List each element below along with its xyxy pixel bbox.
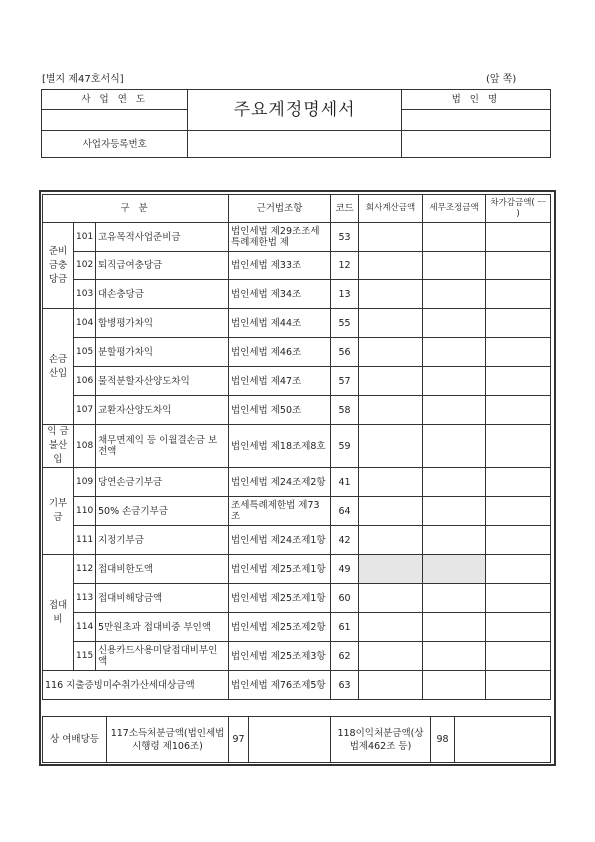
main-table [42,194,551,700]
side-label: (앞 쪽) [486,74,517,85]
amount-cell[interactable] [423,642,486,671]
row-code: 64 [331,497,359,526]
row-law: 법인세법 제46조 [229,338,331,367]
amount-cell[interactable] [359,309,423,338]
row-law: 법인세법 제76조제5항 [229,671,331,700]
amount-cell[interactable] [486,396,551,425]
business-year-value[interactable] [42,110,188,131]
row-law: 조세특례제한법 제73조 [229,497,331,526]
page-title: 주요계정명세서 [188,90,401,131]
row-item: 접대비한도액 [96,555,229,584]
amount-cell[interactable] [359,425,423,468]
header-blank [401,131,550,158]
row-item: 고유목적사업준비금 [96,223,229,252]
row-item: 퇴직급여충당금 [96,252,229,280]
col-difference: 차가감금액( ㅡ ) [486,195,551,223]
row-item: 채무면제익 등 이월결손금 보전액 [96,425,229,468]
row-law: 법인세법 제34조 [229,280,331,309]
row-code: 58 [331,396,359,425]
biz-reg-no-label: 사업자등록번호 [42,131,188,158]
amount-cell[interactable] [359,338,423,367]
row-no: 108 [74,425,96,468]
row-code: 61 [331,613,359,642]
row-code: 57 [331,367,359,396]
amount-cell[interactable] [423,468,486,497]
row-code: 53 [331,223,359,252]
row-law: 법인세법 제29조조세특례제한법 제 [229,223,331,252]
amount-cell[interactable] [423,338,486,367]
row-item: 당연손금기부금 [96,468,229,497]
amount-cell[interactable] [423,584,486,613]
col-tax-adjusted: 세무조정금액 [423,195,486,223]
business-year-label: 사 업 연 도 [42,90,188,110]
row-item: 물적분할자산양도차익 [96,367,229,396]
row-code: 56 [331,338,359,367]
amount-cell[interactable] [423,280,486,309]
row-law: 법인세법 제33조 [229,252,331,280]
item-118: 118이익처분금액(상법제462조 등) [331,717,431,763]
row-no: 110 [74,497,96,526]
row-no: 106 [74,367,96,396]
amount-cell[interactable] [486,425,551,468]
row-code: 55 [331,309,359,338]
row-law: 법인세법 제18조제8호 [229,425,331,468]
corp-name-label: 법 인 명 [401,90,550,110]
group-donation: 기부금 [43,468,74,555]
amount-cell[interactable] [423,252,486,280]
row-code: 41 [331,468,359,497]
amount-cell[interactable] [486,468,551,497]
row-no: 114 [74,613,96,642]
amount-cell[interactable] [359,613,423,642]
corp-name-value[interactable] [401,110,550,131]
amount-cell[interactable] [486,671,551,700]
amount-cell[interactable] [359,468,423,497]
group-profit: 익 금불산입 [43,425,74,468]
row-code: 13 [331,280,359,309]
row-item: 5만원초과 접대비중 부인액 [96,613,229,642]
row-code: 42 [331,526,359,555]
row-item: 접대비해당금액 [96,584,229,613]
amount-cell[interactable] [423,425,486,468]
shaded-cell [359,555,423,584]
amount-cell[interactable] [359,367,423,396]
amount-cell[interactable] [423,223,486,252]
row-item: 합병평가차익 [96,309,229,338]
amount-cell[interactable] [359,280,423,309]
shaded-cell [423,555,486,584]
row-item: 지정기부금 [96,526,229,555]
row-law: 법인세법 제25조제3항 [229,642,331,671]
amount-cell[interactable] [486,252,551,280]
amount-cell[interactable] [486,367,551,396]
amount-cell[interactable] [423,396,486,425]
row-item: 분할평가차익 [96,338,229,367]
bottom-label: 상 여배당등 [43,717,107,763]
col-company-amount: 회사계산금액 [359,195,423,223]
row-code: 63 [331,671,359,700]
row-no: 107 [74,396,96,425]
row-item: 신용카드사용미달접대비부인액 [96,642,229,671]
amount-cell[interactable] [486,584,551,613]
col-code: 코드 [331,195,359,223]
code-118: 98 [431,717,455,763]
amount-cell[interactable] [486,223,551,252]
amount-cell[interactable] [486,642,551,671]
amount-cell[interactable] [423,497,486,526]
row-law: 법인세법 제25조제1항 [229,555,331,584]
amount-cell[interactable] [359,396,423,425]
row-no: 111 [74,526,96,555]
row-item: 교환자산양도차익 [96,396,229,425]
amount-cell[interactable] [359,671,423,700]
amount-cell[interactable] [423,671,486,700]
amount-cell[interactable] [359,526,423,555]
row-no: 102 [74,252,96,280]
amount-117[interactable] [249,717,331,763]
row-item: 50% 손금기부금 [96,497,229,526]
row-116-item: 116 지출증빙미수취가산세대상금액 [43,671,229,700]
col-category: 구 분 [43,195,229,223]
amount-cell[interactable] [486,526,551,555]
row-code: 12 [331,252,359,280]
group-loss: 손금산입 [43,309,74,425]
biz-reg-no-value[interactable] [188,131,401,158]
code-117: 97 [229,717,249,763]
col-legal-basis: 근거법조항 [229,195,331,223]
row-item: 대손충당금 [96,280,229,309]
row-no: 104 [74,309,96,338]
row-code: 49 [331,555,359,584]
amount-cell[interactable] [359,642,423,671]
row-no: 115 [74,642,96,671]
row-law: 법인세법 제24조제2항 [229,468,331,497]
amount-cell[interactable] [486,309,551,338]
amount-cell[interactable] [359,223,423,252]
row-code: 62 [331,642,359,671]
amount-cell[interactable] [486,497,551,526]
amount-cell[interactable] [423,613,486,642]
amount-cell[interactable] [486,280,551,309]
bottom-table [42,716,551,763]
amount-cell[interactable] [486,555,551,584]
amount-cell[interactable] [359,252,423,280]
group-entertainment: 접대비 [43,555,74,671]
row-law: 법인세법 제24조제1항 [229,526,331,555]
amount-cell[interactable] [359,497,423,526]
row-no: 105 [74,338,96,367]
amount-118[interactable] [455,717,551,763]
row-law: 법인세법 제25조제1항 [229,584,331,613]
form-label: [별지 제47호서식] [42,74,124,85]
amount-cell[interactable] [486,613,551,642]
amount-cell[interactable] [486,338,551,367]
amount-cell[interactable] [423,526,486,555]
group-reserve: 준비금충당금 [43,223,74,309]
row-law: 법인세법 제44조 [229,309,331,338]
row-law: 법인세법 제47조 [229,367,331,396]
row-no: 113 [74,584,96,613]
amount-cell[interactable] [423,367,486,396]
row-no: 103 [74,280,96,309]
row-code: 60 [331,584,359,613]
row-code: 59 [331,425,359,468]
row-no: 112 [74,555,96,584]
row-law: 법인세법 제25조제2항 [229,613,331,642]
item-117: 117소득처분금액(법인세법시행령 제106조) [107,717,229,763]
row-no: 109 [74,468,96,497]
amount-cell[interactable] [359,584,423,613]
header-table [41,89,551,158]
row-law: 법인세법 제50조 [229,396,331,425]
amount-cell[interactable] [423,309,486,338]
row-no: 101 [74,223,96,252]
